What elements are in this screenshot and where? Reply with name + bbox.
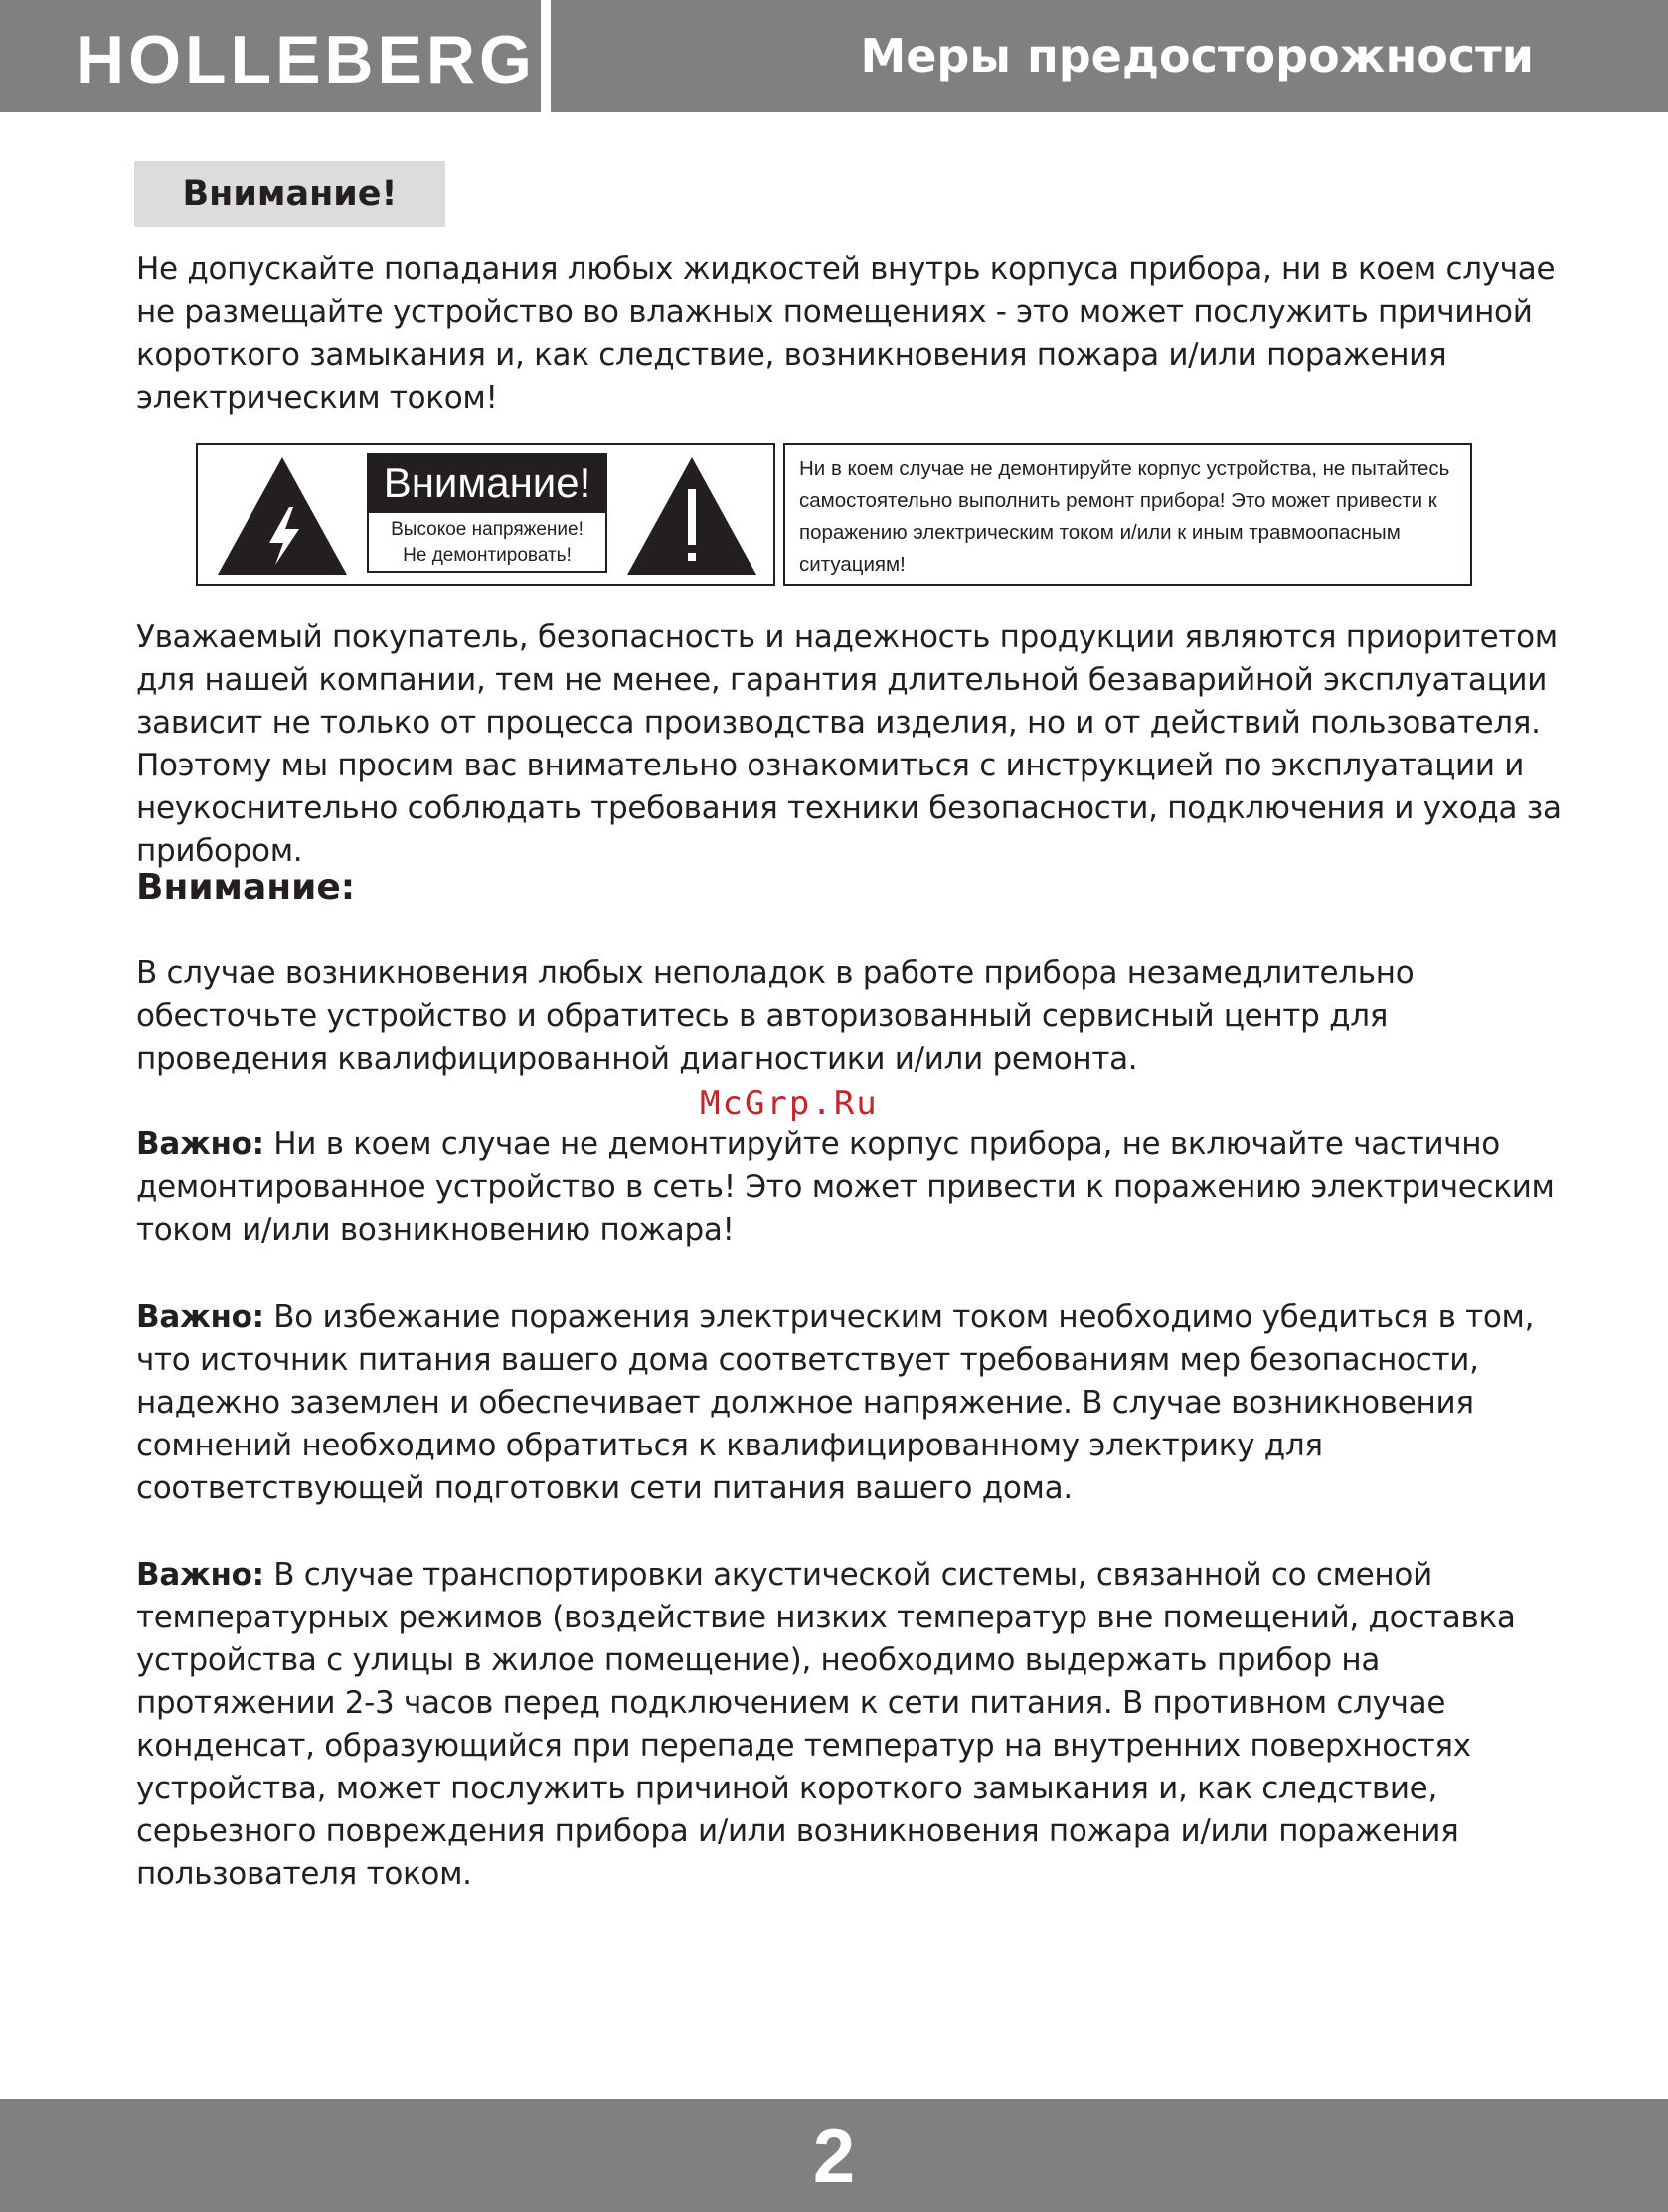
attention-badge: Внимание! xyxy=(134,161,445,227)
warning-label-heading: Внимание! xyxy=(367,453,607,513)
brand-block xyxy=(0,0,541,112)
important-text: Ни в коем случае не демонтируйте корпус прибора, не включайте частично демонтированное устройство в сеть! Это может привести к поражению электрическим током и/или возникновению пожара! xyxy=(136,1126,1555,1248)
warning-label-line2: Не демонтировать! xyxy=(403,545,572,566)
important-text: Во избежание поражения электрическим током необходимо убедиться в том, что источник питания вашего дома соответствует требованиям мер безопасности, надежно заземлен и обеспечивает должное напряжение. В случае возникновения сомнений необходимо обратиться к квалифицированному электрику для соответствующей подготовки сети питания вашего дома. xyxy=(136,1299,1535,1506)
important-label: Важно: xyxy=(136,1557,264,1593)
exclamation-icon xyxy=(625,455,758,577)
important-label: Важно: xyxy=(136,1299,264,1335)
title-block xyxy=(551,0,1668,112)
watermark: McGrp.Ru xyxy=(700,1084,879,1123)
high-voltage-icon xyxy=(216,455,349,577)
important-label: Важно: xyxy=(136,1126,264,1162)
important-note-1 xyxy=(136,1123,1568,1252)
intro-paragraph: Не допускайте попадания любых жидкостей внутрь корпуса прибора, ни в коем случае не размещайте устройство во влажных помещениях - это может послужить причиной короткого замыкания и, как следствие, возникновения пожара и/или поражения электрическим током! xyxy=(136,252,1556,416)
page-number: 2 xyxy=(812,2115,856,2199)
page-title: Меры предосторожности xyxy=(860,29,1534,83)
warning-label xyxy=(196,443,775,586)
page-header xyxy=(0,0,1668,112)
warning-label-line1: Высокое напряжение! xyxy=(391,519,584,540)
warning-label-center xyxy=(367,453,607,575)
important-note-2 xyxy=(136,1296,1568,1510)
important-note-3 xyxy=(136,1554,1568,1896)
section-heading: Внимание: xyxy=(136,867,356,908)
malfunction-paragraph: В случае возникновения любых неполадок в работе прибора незамедлительно обесточьте устройство и обратитесь в авторизованный сервисный центр для проведения квалифицированной диагностики и/или ремонта. xyxy=(136,955,1415,1077)
important-text: В случае транспортировки акустической системы, связанной со сменой температурных режимов (воздействие низких температур вне помещений, доставка устройства с улицы в жилое помещение), необходимо выдержать прибор на протяжении 2-3 часов перед подключением к сети питания. В противном случае конденсат, образующийся при перепаде температур на внутренних поверхностях устройства, может послужить причиной короткого замыкания и, как следствие, серьезного повреждения прибора и/или возникновения пожара и/или поражения пользователя током. xyxy=(136,1557,1516,1892)
warning-label-caption xyxy=(367,513,607,573)
customer-paragraph: Уважаемый покупатель, безопасность и надежность продукции являются приоритетом для нашей компании, тем не менее, гарантия длительной безаварийной эксплуатации зависит не только от процесса производства изделия, но и от действий пользователя. Поэтому мы просим вас внимательно ознакомиться с инструкцией по эксплуатации и неукоснительно соблюдать требования техники безопасности, подключения и ухода за прибором. xyxy=(136,619,1562,869)
brand-logo: HOLLEBERG xyxy=(76,22,536,97)
page-footer xyxy=(0,2099,1668,2212)
warning-text-box: Ни в коем случае не демонтируйте корпус устройства, не пытайтесь самостоятельно выполнить ремонт прибора! Это может привести к поражению электрическим током и/или к иным травмоопасным ситуациям! xyxy=(783,443,1472,586)
